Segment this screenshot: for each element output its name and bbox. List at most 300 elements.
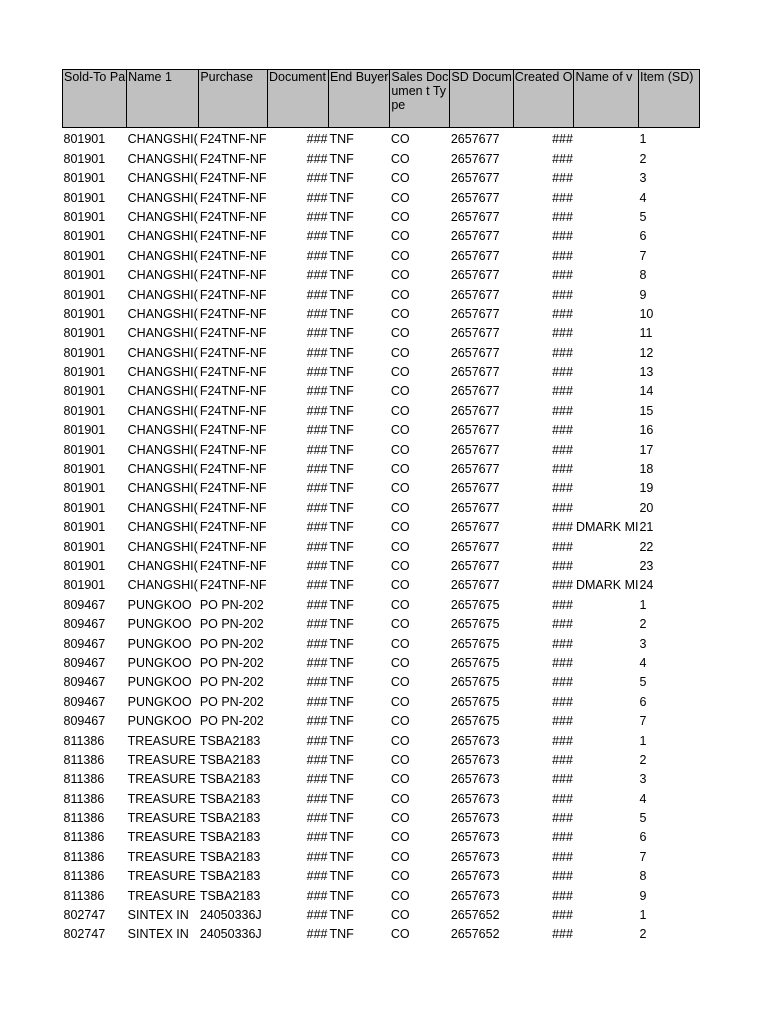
- sold-to-cell[interactable]: 811386: [63, 733, 105, 748]
- created-on-cell[interactable]: ###: [552, 462, 573, 477]
- created-on-cell[interactable]: ###: [552, 345, 573, 360]
- vendor-name-cell[interactable]: [574, 809, 639, 828]
- sold-to-cell[interactable]: 809467: [63, 597, 106, 612]
- created-on-cell[interactable]: ###: [552, 830, 573, 845]
- sold-to-cell[interactable]: 809467: [63, 655, 106, 670]
- vendor-name-cell[interactable]: [574, 537, 639, 556]
- header-sales-document-type[interactable]: Sales Documen t Type: [390, 70, 450, 128]
- item-cell[interactable]: 12: [639, 345, 654, 360]
- document-cell[interactable]: ###: [306, 229, 328, 244]
- document-cell[interactable]: ###: [306, 655, 328, 670]
- name-cell[interactable]: CHANGSHI(: [127, 229, 198, 244]
- vendor-name-cell[interactable]: [574, 169, 639, 188]
- document-cell[interactable]: ###: [306, 384, 328, 399]
- sold-to-cell[interactable]: 801901: [63, 287, 106, 302]
- sold-to-cell[interactable]: 801901: [63, 384, 106, 399]
- end-buyer-cell[interactable]: TNF: [329, 849, 354, 864]
- sold-to-cell[interactable]: 801901: [63, 345, 106, 360]
- item-cell[interactable]: 5: [639, 675, 647, 690]
- vendor-name-cell[interactable]: [574, 867, 639, 886]
- purchase-cell[interactable]: F24TNF-NF: [199, 306, 267, 321]
- vendor-name-cell[interactable]: [574, 440, 639, 459]
- end-buyer-cell[interactable]: TNF: [329, 927, 354, 942]
- sales-doc-type-cell[interactable]: CO: [390, 520, 410, 535]
- sales-doc-type-cell[interactable]: CO: [390, 248, 410, 263]
- sales-doc-type-cell[interactable]: CO: [390, 132, 410, 147]
- sales-doc-type-cell[interactable]: CO: [390, 830, 410, 845]
- created-on-cell[interactable]: ###: [552, 132, 573, 147]
- purchase-cell[interactable]: PO PN-202: [199, 675, 264, 690]
- purchase-cell[interactable]: TSBA2183: [199, 752, 261, 767]
- sd-document-cell[interactable]: 2657677: [450, 365, 500, 380]
- name-cell[interactable]: PUNGKOO: [127, 714, 192, 729]
- purchase-cell[interactable]: TSBA2183: [199, 830, 261, 845]
- vendor-name-cell[interactable]: [574, 285, 639, 304]
- sd-document-cell[interactable]: 2657673: [450, 811, 500, 826]
- item-cell[interactable]: 7: [639, 714, 647, 729]
- vendor-name-cell[interactable]: [574, 634, 639, 653]
- sold-to-cell[interactable]: 801901: [63, 268, 106, 283]
- sold-to-cell[interactable]: 801901: [63, 520, 106, 535]
- document-cell[interactable]: ###: [306, 190, 328, 205]
- name-cell[interactable]: CHANGSHI(: [127, 326, 198, 341]
- sales-doc-type-cell[interactable]: CO: [390, 617, 410, 632]
- purchase-cell[interactable]: PO PN-202: [199, 714, 264, 729]
- name-cell[interactable]: TREASURE: [127, 830, 196, 845]
- header-purchase-order[interactable]: Purchase: [199, 70, 268, 128]
- vendor-name-cell[interactable]: [574, 751, 639, 770]
- sd-document-cell[interactable]: 2657673: [450, 733, 500, 748]
- sold-to-cell[interactable]: 801901: [63, 365, 106, 380]
- end-buyer-cell[interactable]: TNF: [329, 132, 354, 147]
- purchase-cell[interactable]: F24TNF-NF: [199, 190, 267, 205]
- sales-doc-type-cell[interactable]: CO: [390, 908, 410, 923]
- item-cell[interactable]: 1: [639, 597, 647, 612]
- end-buyer-cell[interactable]: TNF: [329, 481, 354, 496]
- item-cell[interactable]: 20: [639, 500, 654, 515]
- purchase-cell[interactable]: F24TNF-NF: [199, 403, 267, 418]
- header-end-buyer[interactable]: End Buyer: [328, 70, 389, 128]
- item-cell[interactable]: 22: [639, 539, 654, 554]
- sales-doc-type-cell[interactable]: CO: [390, 811, 410, 826]
- document-cell[interactable]: ###: [306, 752, 328, 767]
- created-on-cell[interactable]: ###: [552, 151, 573, 166]
- end-buyer-cell[interactable]: TNF: [329, 752, 354, 767]
- sales-doc-type-cell[interactable]: CO: [390, 384, 410, 399]
- vendor-name-cell[interactable]: [574, 188, 639, 207]
- item-cell[interactable]: 16: [639, 423, 654, 438]
- name-cell[interactable]: PUNGKOO: [127, 694, 192, 709]
- name-cell[interactable]: CHANGSHI(: [127, 171, 198, 186]
- name-cell[interactable]: CHANGSHI(: [127, 558, 198, 573]
- end-buyer-cell[interactable]: TNF: [329, 384, 354, 399]
- name-cell[interactable]: TREASURE: [127, 849, 196, 864]
- item-cell[interactable]: 1: [639, 132, 647, 147]
- sd-document-cell[interactable]: 2657677: [450, 462, 500, 477]
- sd-document-cell[interactable]: 2657673: [450, 888, 500, 903]
- header-sd-document[interactable]: SD Docum: [450, 70, 513, 128]
- item-cell[interactable]: 8: [639, 268, 647, 283]
- item-cell[interactable]: 2: [639, 752, 647, 767]
- item-cell[interactable]: 2: [639, 151, 647, 166]
- document-cell[interactable]: ###: [306, 908, 328, 923]
- header-document-date[interactable]: Document: [267, 70, 328, 128]
- sales-doc-type-cell[interactable]: CO: [390, 442, 410, 457]
- purchase-cell[interactable]: F24TNF-NF: [199, 345, 267, 360]
- sold-to-cell[interactable]: 801901: [63, 132, 106, 147]
- item-cell[interactable]: 7: [639, 248, 647, 263]
- sd-document-cell[interactable]: 2657677: [450, 268, 500, 283]
- name-cell[interactable]: CHANGSHI(: [127, 287, 198, 302]
- purchase-cell[interactable]: F24TNF-NF: [199, 423, 267, 438]
- vendor-name-cell[interactable]: [574, 324, 639, 343]
- document-cell[interactable]: ###: [306, 578, 328, 593]
- vendor-name-cell[interactable]: [574, 460, 639, 479]
- end-buyer-cell[interactable]: TNF: [329, 248, 354, 263]
- purchase-cell[interactable]: 24050336J: [199, 927, 262, 942]
- document-cell[interactable]: ###: [306, 888, 328, 903]
- sold-to-cell[interactable]: 801901: [63, 558, 106, 573]
- sold-to-cell[interactable]: 809467: [63, 694, 106, 709]
- item-cell[interactable]: 13: [639, 365, 654, 380]
- sold-to-cell[interactable]: 811386: [63, 849, 105, 864]
- purchase-cell[interactable]: PO PN-202: [199, 655, 264, 670]
- created-on-cell[interactable]: ###: [552, 268, 573, 283]
- name-cell[interactable]: CHANGSHI(: [127, 462, 198, 477]
- sd-document-cell[interactable]: 2657677: [450, 442, 500, 457]
- vendor-name-cell[interactable]: [574, 770, 639, 789]
- item-cell[interactable]: 15: [639, 403, 654, 418]
- sales-doc-type-cell[interactable]: CO: [390, 733, 410, 748]
- created-on-cell[interactable]: ###: [552, 694, 573, 709]
- document-cell[interactable]: ###: [306, 811, 328, 826]
- item-cell[interactable]: 21: [639, 520, 654, 535]
- vendor-name-cell[interactable]: [574, 654, 639, 673]
- name-cell[interactable]: CHANGSHI(: [127, 403, 198, 418]
- end-buyer-cell[interactable]: TNF: [329, 791, 354, 806]
- vendor-name-cell[interactable]: [574, 692, 639, 711]
- sold-to-cell[interactable]: 801901: [63, 481, 106, 496]
- sales-doc-type-cell[interactable]: CO: [390, 849, 410, 864]
- sd-document-cell[interactable]: 2657673: [450, 772, 500, 787]
- sales-doc-type-cell[interactable]: CO: [390, 578, 410, 593]
- sold-to-cell[interactable]: 801901: [63, 209, 106, 224]
- header-item-sd[interactable]: Item (SD): [638, 70, 699, 128]
- end-buyer-cell[interactable]: TNF: [329, 442, 354, 457]
- sold-to-cell[interactable]: 801901: [63, 423, 106, 438]
- vendor-name-cell[interactable]: [574, 498, 639, 517]
- item-cell[interactable]: 3: [639, 636, 647, 651]
- sd-document-cell[interactable]: 2657673: [450, 869, 500, 884]
- name-cell[interactable]: TREASURE: [127, 791, 196, 806]
- purchase-cell[interactable]: F24TNF-NF: [199, 209, 267, 224]
- end-buyer-cell[interactable]: TNF: [329, 714, 354, 729]
- end-buyer-cell[interactable]: TNF: [329, 287, 354, 302]
- sd-document-cell[interactable]: 2657677: [450, 326, 500, 341]
- document-cell[interactable]: ###: [306, 520, 328, 535]
- name-cell[interactable]: TREASURE: [127, 888, 196, 903]
- end-buyer-cell[interactable]: TNF: [329, 636, 354, 651]
- item-cell[interactable]: 7: [639, 849, 647, 864]
- purchase-cell[interactable]: TSBA2183: [199, 811, 261, 826]
- vendor-name-cell[interactable]: [574, 886, 639, 905]
- vendor-name-cell[interactable]: [574, 227, 639, 246]
- sold-to-cell[interactable]: 811386: [63, 811, 105, 826]
- item-cell[interactable]: 14: [639, 384, 654, 399]
- sales-doc-type-cell[interactable]: CO: [390, 345, 410, 360]
- name-cell[interactable]: CHANGSHI(: [127, 190, 198, 205]
- created-on-cell[interactable]: ###: [552, 908, 573, 923]
- end-buyer-cell[interactable]: TNF: [329, 345, 354, 360]
- purchase-cell[interactable]: 24050336J: [199, 908, 262, 923]
- end-buyer-cell[interactable]: TNF: [329, 500, 354, 515]
- sold-to-cell[interactable]: 809467: [63, 636, 106, 651]
- sold-to-cell[interactable]: 801901: [63, 500, 106, 515]
- sales-doc-type-cell[interactable]: CO: [390, 365, 410, 380]
- purchase-cell[interactable]: TSBA2183: [199, 849, 261, 864]
- sd-document-cell[interactable]: 2657652: [450, 927, 500, 942]
- document-cell[interactable]: ###: [306, 500, 328, 515]
- end-buyer-cell[interactable]: TNF: [329, 888, 354, 903]
- created-on-cell[interactable]: ###: [552, 752, 573, 767]
- end-buyer-cell[interactable]: TNF: [329, 151, 354, 166]
- item-cell[interactable]: 3: [639, 772, 647, 787]
- sd-document-cell[interactable]: 2657675: [450, 636, 500, 651]
- sd-document-cell[interactable]: 2657677: [450, 287, 500, 302]
- end-buyer-cell[interactable]: TNF: [329, 655, 354, 670]
- name-cell[interactable]: CHANGSHI(: [127, 442, 198, 457]
- end-buyer-cell[interactable]: TNF: [329, 209, 354, 224]
- name-cell[interactable]: CHANGSHI(: [127, 384, 198, 399]
- purchase-cell[interactable]: PO PN-202: [199, 597, 264, 612]
- document-cell[interactable]: ###: [306, 481, 328, 496]
- purchase-cell[interactable]: F24TNF-NF: [199, 268, 267, 283]
- created-on-cell[interactable]: ###: [552, 520, 573, 535]
- purchase-cell[interactable]: TSBA2183: [199, 791, 261, 806]
- sd-document-cell[interactable]: 2657673: [450, 849, 500, 864]
- name-cell[interactable]: TREASURE: [127, 752, 196, 767]
- sold-to-cell[interactable]: 801901: [63, 539, 106, 554]
- purchase-cell[interactable]: TSBA2183: [199, 733, 261, 748]
- document-cell[interactable]: ###: [306, 830, 328, 845]
- created-on-cell[interactable]: ###: [552, 558, 573, 573]
- sold-to-cell[interactable]: 811386: [63, 772, 105, 787]
- purchase-cell[interactable]: F24TNF-NF: [199, 520, 267, 535]
- item-cell[interactable]: 17: [639, 442, 654, 457]
- vendor-name-cell[interactable]: [574, 266, 639, 285]
- document-cell[interactable]: ###: [306, 539, 328, 554]
- document-cell[interactable]: ###: [306, 558, 328, 573]
- sales-doc-type-cell[interactable]: CO: [390, 403, 410, 418]
- item-cell[interactable]: 2: [639, 617, 647, 632]
- purchase-cell[interactable]: F24TNF-NF: [199, 462, 267, 477]
- document-cell[interactable]: ###: [306, 791, 328, 806]
- sd-document-cell[interactable]: 2657675: [450, 694, 500, 709]
- sd-document-cell[interactable]: 2657677: [450, 171, 500, 186]
- end-buyer-cell[interactable]: TNF: [329, 578, 354, 593]
- purchase-cell[interactable]: F24TNF-NF: [199, 539, 267, 554]
- end-buyer-cell[interactable]: TNF: [329, 617, 354, 632]
- name-cell[interactable]: PUNGKOO: [127, 675, 192, 690]
- vendor-name-cell[interactable]: [574, 363, 639, 382]
- end-buyer-cell[interactable]: TNF: [329, 462, 354, 477]
- sd-document-cell[interactable]: 2657675: [450, 714, 500, 729]
- sd-document-cell[interactable]: 2657677: [450, 306, 500, 321]
- vendor-name-cell[interactable]: [574, 828, 639, 847]
- sales-doc-type-cell[interactable]: CO: [390, 500, 410, 515]
- sold-to-cell[interactable]: 811386: [63, 791, 105, 806]
- end-buyer-cell[interactable]: TNF: [329, 675, 354, 690]
- sales-doc-type-cell[interactable]: CO: [390, 888, 410, 903]
- created-on-cell[interactable]: ###: [552, 849, 573, 864]
- document-cell[interactable]: ###: [306, 617, 328, 632]
- document-cell[interactable]: ###: [306, 209, 328, 224]
- vendor-name-cell[interactable]: [574, 906, 639, 925]
- document-cell[interactable]: ###: [306, 403, 328, 418]
- document-cell[interactable]: ###: [306, 423, 328, 438]
- sales-doc-type-cell[interactable]: CO: [390, 714, 410, 729]
- item-cell[interactable]: 18: [639, 462, 654, 477]
- sales-doc-type-cell[interactable]: CO: [390, 171, 410, 186]
- document-cell[interactable]: ###: [306, 675, 328, 690]
- created-on-cell[interactable]: ###: [552, 772, 573, 787]
- sales-doc-type-cell[interactable]: CO: [390, 694, 410, 709]
- name-cell[interactable]: CHANGSHI(: [127, 345, 198, 360]
- name-cell[interactable]: CHANGSHI(: [127, 151, 198, 166]
- sold-to-cell[interactable]: 811386: [63, 888, 105, 903]
- sd-document-cell[interactable]: 2657677: [450, 500, 500, 515]
- created-on-cell[interactable]: ###: [552, 442, 573, 457]
- vendor-name-cell[interactable]: [574, 382, 639, 401]
- created-on-cell[interactable]: ###: [552, 617, 573, 632]
- sales-doc-type-cell[interactable]: CO: [390, 558, 410, 573]
- item-cell[interactable]: 4: [639, 655, 647, 670]
- sales-doc-type-cell[interactable]: CO: [390, 675, 410, 690]
- name-cell[interactable]: CHANGSHI(: [127, 365, 198, 380]
- purchase-cell[interactable]: F24TNF-NF: [199, 558, 267, 573]
- item-cell[interactable]: 1: [639, 733, 647, 748]
- purchase-cell[interactable]: F24TNF-NF: [199, 578, 267, 593]
- sd-document-cell[interactable]: 2657675: [450, 675, 500, 690]
- vendor-name-cell[interactable]: [574, 712, 639, 731]
- purchase-cell[interactable]: TSBA2183: [199, 772, 261, 787]
- vendor-name-cell[interactable]: [574, 576, 639, 595]
- sales-doc-type-cell[interactable]: CO: [390, 791, 410, 806]
- end-buyer-cell[interactable]: TNF: [329, 306, 354, 321]
- vendor-name-cell[interactable]: [574, 847, 639, 866]
- sales-doc-type-cell[interactable]: CO: [390, 423, 410, 438]
- end-buyer-cell[interactable]: TNF: [329, 365, 354, 380]
- created-on-cell[interactable]: ###: [552, 423, 573, 438]
- document-cell[interactable]: ###: [306, 306, 328, 321]
- name-cell[interactable]: TREASURE: [127, 869, 196, 884]
- created-on-cell[interactable]: ###: [552, 326, 573, 341]
- document-cell[interactable]: ###: [306, 597, 328, 612]
- end-buyer-cell[interactable]: TNF: [329, 908, 354, 923]
- created-on-cell[interactable]: ###: [552, 791, 573, 806]
- document-cell[interactable]: ###: [306, 365, 328, 380]
- end-buyer-cell[interactable]: TNF: [329, 268, 354, 283]
- name-cell[interactable]: CHANGSHI(: [127, 578, 198, 593]
- end-buyer-cell[interactable]: TNF: [329, 190, 354, 205]
- created-on-cell[interactable]: ###: [552, 229, 573, 244]
- sold-to-cell[interactable]: 801901: [63, 326, 106, 341]
- name-cell[interactable]: CHANGSHI(: [127, 500, 198, 515]
- purchase-cell[interactable]: F24TNF-NF: [199, 481, 267, 496]
- sold-to-cell[interactable]: 801901: [63, 248, 106, 263]
- item-cell[interactable]: 6: [639, 694, 647, 709]
- end-buyer-cell[interactable]: TNF: [329, 171, 354, 186]
- sold-to-cell[interactable]: 801901: [63, 190, 106, 205]
- sales-doc-type-cell[interactable]: CO: [390, 151, 410, 166]
- created-on-cell[interactable]: ###: [552, 869, 573, 884]
- header-name-of-vendor[interactable]: Name of v: [574, 70, 639, 128]
- created-on-cell[interactable]: ###: [552, 675, 573, 690]
- sd-document-cell[interactable]: 2657677: [450, 248, 500, 263]
- vendor-name-cell[interactable]: [574, 343, 639, 362]
- sd-document-cell[interactable]: 2657677: [450, 229, 500, 244]
- end-buyer-cell[interactable]: TNF: [329, 558, 354, 573]
- end-buyer-cell[interactable]: TNF: [329, 423, 354, 438]
- end-buyer-cell[interactable]: TNF: [329, 733, 354, 748]
- sales-doc-type-cell[interactable]: CO: [390, 752, 410, 767]
- vendor-name-cell[interactable]: [574, 149, 639, 168]
- created-on-cell[interactable]: ###: [552, 636, 573, 651]
- end-buyer-cell[interactable]: TNF: [329, 597, 354, 612]
- created-on-cell[interactable]: ###: [552, 597, 573, 612]
- item-cell[interactable]: 11: [639, 326, 653, 341]
- purchase-cell[interactable]: F24TNF-NF: [199, 132, 267, 147]
- sold-to-cell[interactable]: 801901: [63, 171, 106, 186]
- document-cell[interactable]: ###: [306, 248, 328, 263]
- created-on-cell[interactable]: ###: [552, 888, 573, 903]
- end-buyer-cell[interactable]: TNF: [329, 772, 354, 787]
- purchase-cell[interactable]: F24TNF-NF: [199, 326, 267, 341]
- created-on-cell[interactable]: ###: [552, 811, 573, 826]
- created-on-cell[interactable]: ###: [552, 481, 573, 496]
- sd-document-cell[interactable]: 2657677: [450, 209, 500, 224]
- item-cell[interactable]: 4: [639, 791, 647, 806]
- sd-document-cell[interactable]: 2657677: [450, 151, 500, 166]
- sold-to-cell[interactable]: 802747: [63, 927, 106, 942]
- name-cell[interactable]: CHANGSHI(: [127, 248, 198, 263]
- item-cell[interactable]: 6: [639, 229, 647, 244]
- sd-document-cell[interactable]: 2657677: [450, 423, 500, 438]
- vendor-name-cell[interactable]: [574, 925, 639, 944]
- document-cell[interactable]: ###: [306, 636, 328, 651]
- sd-document-cell[interactable]: 2657673: [450, 791, 500, 806]
- item-cell[interactable]: 9: [639, 888, 647, 903]
- vendor-name-cell[interactable]: [574, 731, 639, 750]
- purchase-cell[interactable]: PO PN-202: [199, 617, 264, 632]
- name-cell[interactable]: CHANGSHI(: [127, 306, 198, 321]
- purchase-cell[interactable]: PO PN-202: [199, 694, 264, 709]
- sales-doc-type-cell[interactable]: CO: [390, 190, 410, 205]
- purchase-cell[interactable]: F24TNF-NF: [199, 171, 267, 186]
- sales-doc-type-cell[interactable]: CO: [390, 772, 410, 787]
- sd-document-cell[interactable]: 2657677: [450, 132, 500, 147]
- sd-document-cell[interactable]: 2657677: [450, 578, 500, 593]
- created-on-cell[interactable]: ###: [552, 248, 573, 263]
- document-cell[interactable]: ###: [306, 849, 328, 864]
- created-on-cell[interactable]: ###: [552, 733, 573, 748]
- vendor-name-cell[interactable]: [574, 789, 639, 808]
- created-on-cell[interactable]: ###: [552, 209, 573, 224]
- name-cell[interactable]: CHANGSHI(: [127, 520, 198, 535]
- document-cell[interactable]: ###: [306, 714, 328, 729]
- sold-to-cell[interactable]: 809467: [63, 714, 106, 729]
- name-cell[interactable]: CHANGSHI(: [127, 423, 198, 438]
